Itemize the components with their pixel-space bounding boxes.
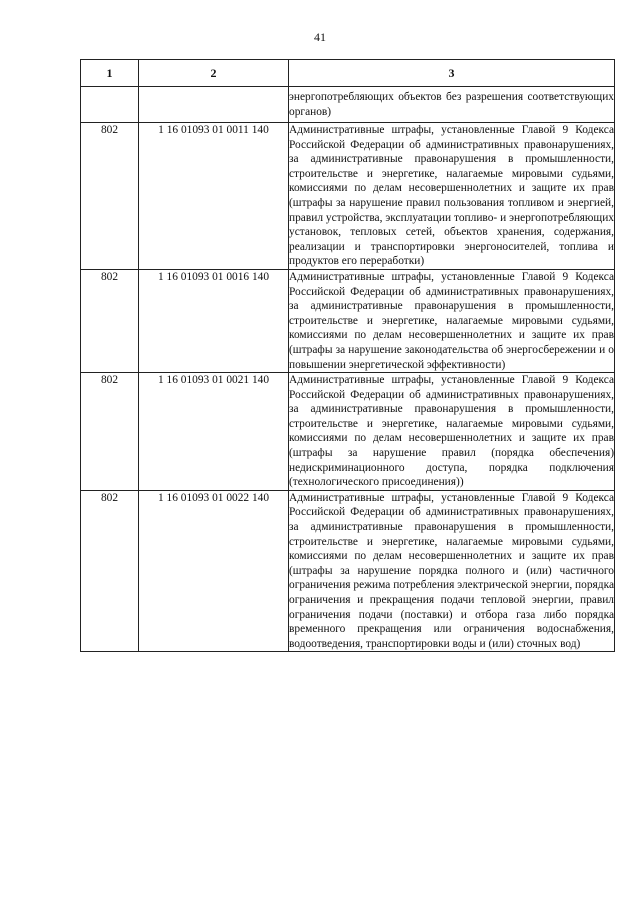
column-header-2: 2 bbox=[139, 60, 289, 87]
kbk-code-cell: 1 16 01093 01 0022 140 bbox=[139, 490, 289, 652]
description-cell: Административные штрафы, установленные Главой 9 Кодекса Российской Федерации об административных правонарушениях, за административные правонарушения в промышленности, строительстве и энергетике, налагаемые мировыми судьями, комиссиями по делам несовершеннолетних и защите их прав (штрафы за нарушение правил (порядка обеспечения) недискриминационного доступа, порядка подключения (технологического присоединения)) bbox=[289, 373, 615, 491]
table-row bbox=[81, 123, 615, 270]
admin-code-cell: 802 bbox=[81, 123, 139, 270]
column-header-1: 1 bbox=[81, 60, 139, 87]
column-header-3: 3 bbox=[289, 60, 615, 87]
table-row bbox=[81, 490, 615, 652]
description-cell: Административные штрафы, установленные Главой 9 Кодекса Российской Федерации об административных правонарушениях, за административные правонарушения в промышленности, строительстве и энергетике, налагаемые мировыми судьями, комиссиями по делам несовершеннолетних и защите их прав (штрафы за нарушение законодательства об энергосбережении и о повышении энергетической эффективности) bbox=[289, 269, 615, 372]
table-row bbox=[81, 269, 615, 372]
table-row bbox=[81, 373, 615, 491]
admin-code-cell: 802 bbox=[81, 490, 139, 652]
description-cell: Административные штрафы, установленные Главой 9 Кодекса Российской Федерации об административных правонарушениях, за административные правонарушения в промышленности, строительстве и энергетике, налагаемые мировыми судьями, комиссиями по делам несовершеннолетних и защите их прав (штрафы за нарушение правил пользования топливом и энергией, правил устройства, эксплуатации топливо- и энергопотребляющих установок, тепловых сетей, объектов хранения, содержания, реализации и транспортировки энергоносителей, топлива и продуктов его переработки) bbox=[289, 123, 615, 270]
admin-code-cell: 802 bbox=[81, 269, 139, 372]
admin-code-cell: 802 bbox=[81, 373, 139, 491]
table-header-row bbox=[81, 60, 615, 87]
margin-mark bbox=[6, 398, 8, 404]
budget-codes-table bbox=[80, 59, 615, 652]
kbk-code-cell bbox=[139, 87, 289, 123]
page-number: 41 bbox=[314, 30, 326, 44]
table-row bbox=[81, 87, 615, 123]
description-cell: Административные штрафы, установленные Главой 9 Кодекса Российской Федерации об административных правонарушениях, за административные правонарушения в промышленности, строительстве и энергетике, налагаемые мировыми судьями, комиссиями по делам несовершеннолетних и защите их прав (штрафы за нарушение порядка полного и (или) частичного ограничения режима потребления электрической энергии, порядка ограничения и прекращения подачи тепловой энергии, правил ограничения подачи (поставки) и отбора газа либо порядка временного прекращения или ограничения водоснабжения, водоотведения, транспортировки воды и (или) сточных вод) bbox=[289, 490, 615, 652]
kbk-code-cell: 1 16 01093 01 0016 140 bbox=[139, 269, 289, 372]
kbk-code-cell: 1 16 01093 01 0021 140 bbox=[139, 373, 289, 491]
kbk-code-cell: 1 16 01093 01 0011 140 bbox=[139, 123, 289, 270]
description-cell: энергопотребляющих объектов без разрешения соответствующих органов) bbox=[289, 87, 615, 123]
admin-code-cell bbox=[81, 87, 139, 123]
